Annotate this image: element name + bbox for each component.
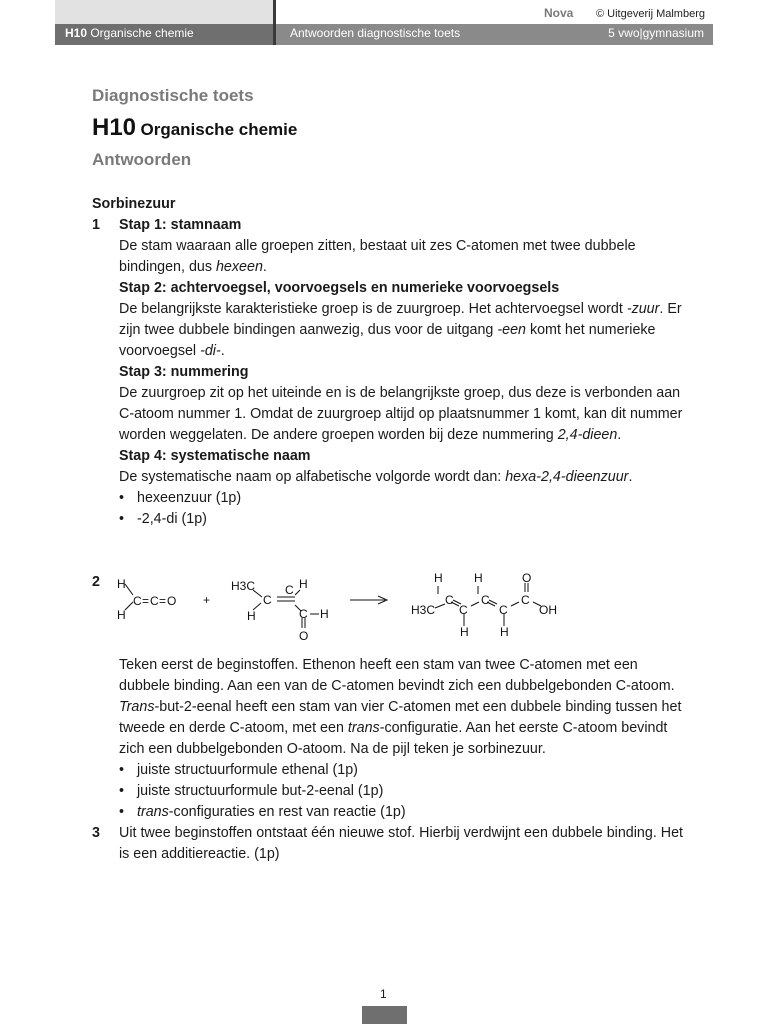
brand-label: Nova — [544, 6, 574, 20]
atom-label: C — [481, 593, 490, 607]
q2-paragraph-1: Teken eerst de beginstoffen. Ethenon heeft een stam van twee C-atomen met een dubbele binding. Aan een van de C-atomen bevindt zich een dubbelgebonden C-atoom. — [119, 657, 675, 694]
atom-label: H3C — [231, 579, 256, 593]
plus-sign: + — [203, 593, 211, 607]
header-chapter-title: Organische chemie — [87, 26, 194, 40]
copyright-label: © Uitgeverij Malmberg — [596, 8, 705, 20]
q2-text-a: -but-2-eenal heeft een stam van vier C-atomen met een dubbele binding tussen het tweede en derde C-atoom, met een — [119, 699, 682, 736]
step-1-text-b: . — [262, 259, 267, 275]
list-item: • juiste structuurformule ethenal (1p) — [119, 760, 692, 781]
step-2-term-1: -zuur — [626, 301, 660, 317]
step-2-heading: Stap 2: achtervoegsel, voorvoegsels en numerieke voorvoegsels — [119, 280, 560, 296]
step-4-text-b: . — [628, 469, 633, 485]
list-item — [119, 802, 692, 823]
atom-label: O — [522, 571, 532, 585]
step-3-heading: Stap 3: nummering — [119, 364, 249, 380]
question-2 — [92, 655, 692, 823]
atom-label: C — [499, 603, 508, 617]
page-number: 1 — [380, 987, 387, 1001]
doc-title-text: Organische chemie — [140, 120, 298, 139]
question-1-block — [92, 194, 692, 530]
step-4-text-a: De systematische naam op alfabetische volgorde wordt dan: — [119, 469, 506, 485]
section-heading: Sorbinezuur — [92, 196, 176, 212]
atom-label: H — [299, 577, 308, 591]
header-chapter — [65, 26, 194, 40]
list-item: • -2,4-di (1p) — [119, 509, 692, 530]
step-2-text-b: . Er zijn twee dubbele bindingen aanwezig, dus voor de uitgang — [119, 301, 682, 338]
list-item: • juiste structuurformule but-2-eenal (1p) — [119, 781, 692, 802]
atom-label: H — [434, 571, 443, 585]
step-2-text-d: . — [220, 343, 225, 359]
step-2-term-3: -di- — [200, 343, 221, 359]
header-section: Antwoorden diagnostische toets — [290, 26, 461, 40]
q2-paragraph-2 — [119, 697, 692, 760]
header-chapter-code: H10 — [65, 26, 88, 40]
bond-label: = — [159, 594, 167, 608]
list-item: • hexeenzuur (1p) — [119, 488, 692, 509]
q2-term-1: Trans — [119, 699, 155, 715]
q2-bullet-term: trans — [137, 804, 169, 820]
step-2-text-a: De belangrijkste karakteristieke groep is de zuurgroep. Het achtervoegsel wordt — [119, 301, 627, 317]
step-1-text-a: De stam waaraan alle groepen zitten, bestaat uit zes C-atomen met twee dubbele bindingen, dus — [119, 238, 636, 275]
page-footer-bar — [362, 1006, 407, 1024]
atom-label: OH — [539, 603, 557, 617]
step-3-text — [119, 383, 692, 446]
step-2-term-2: -een — [497, 322, 526, 338]
step-3-term: 2,4-dieen — [557, 427, 618, 443]
atom-label: C — [263, 593, 272, 607]
doc-kicker: Diagnostische toets — [92, 86, 254, 105]
atom-label: O — [299, 629, 309, 643]
q2-text-b: -configuratie. Aan het eerste C-atoom bevindt zich een dubbelgebonden O-atoom. Na de pijl teken je sorbinezuur. — [119, 720, 668, 757]
atom-label: H — [117, 608, 126, 622]
atom-label: H3C — [411, 603, 436, 617]
atom-label: H — [117, 577, 126, 591]
atom-label: C — [445, 593, 454, 607]
atom-label: O — [167, 594, 177, 608]
step-1-term: hexeen — [215, 259, 263, 275]
step-3-text-a: De zuurgroep zit op het uiteinde en is de belangrijkste groep, dus deze is verbonden aan C-atoom nummer 1. Omdat de zuurgroep altijd op plaatsnummer 1 komt, kan dit nummer worden weggelaten. De andere groepen worden bij deze nummering — [119, 385, 683, 443]
atom-label: C — [521, 593, 530, 607]
step-1-heading: Stap 1: stamnaam — [119, 217, 242, 233]
atom-label: C — [150, 594, 159, 608]
header-level: 5 vwo|gymnasium — [608, 26, 704, 40]
atom-label: H — [247, 609, 256, 623]
step-1-text — [119, 236, 692, 278]
reaction-diagram — [115, 570, 565, 645]
question-2-block — [92, 655, 692, 865]
atom-label: C — [285, 583, 294, 597]
q2-term-2: trans — [347, 720, 380, 736]
question-number: 2 — [92, 574, 100, 590]
step-2-text-c: komt het numerieke voorvoegsel — [119, 322, 656, 359]
doc-title — [92, 114, 297, 142]
header-top-left-block — [55, 0, 273, 24]
atom-label: C — [459, 603, 468, 617]
question-number: 1 — [92, 217, 100, 233]
step-3-text-b: . — [617, 427, 622, 443]
atom-label: H — [500, 625, 509, 639]
step-2-text — [119, 299, 692, 362]
atom-label: H — [460, 625, 469, 639]
q2-bullet-text: -configuraties en rest van reactie (1p) — [168, 804, 406, 820]
question-1 — [92, 215, 692, 530]
header-separator — [273, 0, 276, 45]
step-4-heading: Stap 4: systematische naam — [119, 448, 311, 464]
atom-label: H — [320, 607, 329, 621]
step-4-term: hexa-2,4-dieenzuur — [505, 469, 629, 485]
atom-label: H — [474, 571, 483, 585]
bond-lines — [125, 583, 541, 628]
doc-title-code: H10 — [92, 114, 137, 141]
bond-label: = — [142, 594, 150, 608]
atom-label: C — [299, 607, 308, 621]
atom-label: C — [133, 594, 142, 608]
q3-text: Uit twee beginstoffen ontstaat één nieuwe stof. Hierbij verdwijnt een dubbele binding. Het is een additiereactie. (1p) — [119, 825, 684, 862]
question-3 — [92, 823, 692, 865]
question-number: 3 — [92, 825, 100, 841]
doc-subtitle: Antwoorden — [92, 150, 192, 169]
step-4-text — [119, 467, 692, 488]
